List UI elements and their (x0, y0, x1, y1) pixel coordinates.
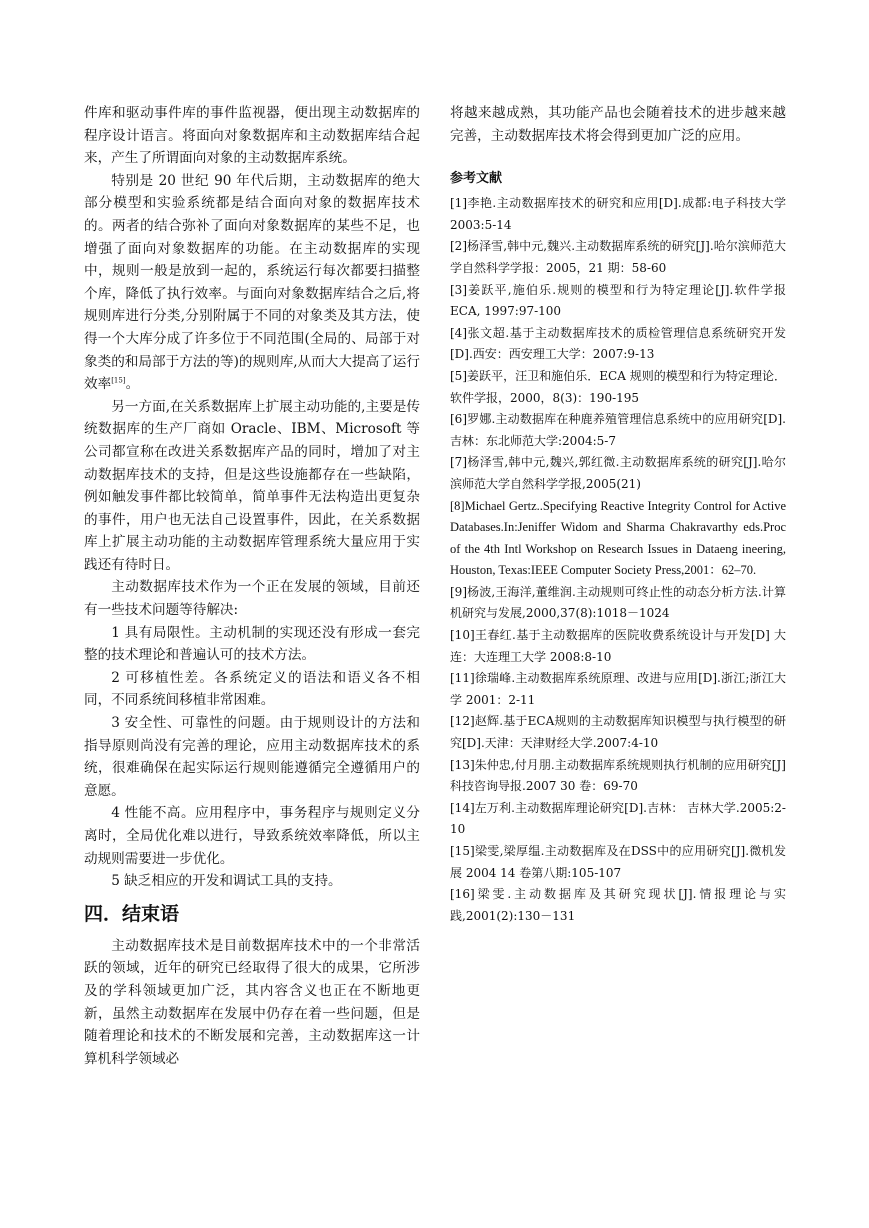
paragraph-4: 主动数据库技术作为一个正在发展的领域，目前还有一些技术问题等待解决: (84, 579, 420, 619)
paragraph-2-text: 特别是 20 世纪 90 年代后期，主动数据库的绝大部分模型和实验系统都是结合面向对象的数据库技术的。两者的结合弥补了面向对象数据库的某些不足，也增强了面向对象数据库的功能。在主动数据库的实现中，规则一般是放到一起的，系统运行每次都要扫描整个库，降低了执行效率。与面向对象数据库结合之后,将规则库进行分类,分别附属于不同的对象类及其方法，使得一个大库分成了许多位于不同范围(全局的、局部于对象类的和局部于方法的等)的规则库,从而大大提高了运行效率 (84, 172, 420, 393)
paragraph-1: 件库和驱动事件库的事件监视器，便出现主动数据库的程序设计语言。将面向对象数据库和主动数据库结合起来，产生了所谓面向对象的主动数据库系统。 (84, 105, 420, 167)
list-item-4: 4 性能不高。应用程序中，事务程序与规则定义分离时，全局优化难以进行，导致系统效率降低，所以主动规则需要进一步优化。 (84, 805, 420, 867)
reference-item: [15]梁雯,梁厚缊.主动数据库及在DSS中的应用研究[J].微机发展 2004 14 卷第八期:105-107 (450, 844, 786, 880)
reference-item: [7]杨泽雪,韩中元,魏兴,郭红微.主动数据库系统的研究[J].哈尔滨师范大学自然科学学报,2005(21) (450, 455, 786, 491)
reference-item: [16]梁雯.主动数据库及其研究现状[J].情报理论与实践,2001(2):130－131 (450, 887, 786, 923)
left-column (84, 102, 420, 1070)
list-item-1: 1 具有局限性。主动机制的实现还没有形成一套完整的技术理论和普遍认可的技术方法。 (84, 624, 420, 664)
list-item-5: 5 缺乏相应的开发和调试工具的支持。 (111, 873, 342, 890)
reference-item: [11]徐瑞峰.主动数据库系统原理、改进与应用[D].浙江;浙江大学 2001：2-11 (450, 671, 786, 707)
paragraph-3: 另一方面,在关系数据库上扩展主动功能的,主要是传统数据库的生产厂商如 Oracle、IBM、Microsoft 等公司都宣称在改进关系数据库产品的同时，增加了对主动数据库技术的支持，但是这些设施都存在一些缺陷，例如触发事件都比较简单，简单事件无法构造出更复杂的事件，用户也无法自己设置事件，因此，在关系数据库上扩展主动功能的主动数据库管理系统大量应用于实践还有待时日。 (84, 398, 420, 573)
citation-15: [15] (111, 376, 126, 385)
reference-item: [9]杨波,王海洋,董维润.主动规则可终止性的动态分析方法.计算机研究与发展,2000,37(8):1018－1024 (450, 584, 786, 621)
reference-item: [13]朱仲忠,付月朋.主动数据库系统规则执行机制的应用研究[J]科技咨询导报.2007 30 卷：69-70 (450, 757, 786, 794)
references-list (450, 193, 786, 927)
right-column (450, 102, 786, 927)
list-item-2: 2 可移植性差。各系统定义的语法和语义各不相同，不同系统间移植非常困难。 (84, 669, 420, 709)
paragraph-2-end: 。 (125, 376, 140, 393)
reference-item: [2]杨泽雪,韩中元,魏兴.主动数据库系统的研究[J].哈尔滨师范大学自然科学学报：2005，21 期：58-60 (450, 239, 786, 275)
section-title: 四．结束语 (84, 902, 180, 925)
paragraph-2 (84, 170, 420, 396)
reference-item: [4]张文超.基于主动数据库技术的质检管理信息系统研究开发[D].西安：西安理工大学：2007:9-13 (450, 325, 786, 362)
reference-item: [8]Michael Gertz..Specifying Reactive Integrity Control for Active Databases.In:Jeniffer Widom and Sharma Chakravarthy eds.Proc of the 4th Intl Workshop on Research Issues in Dataeng ineering, Houston, Texas:IEEE Computer Society Press,2001：62–70. (450, 498, 786, 578)
reference-item: [12]赵辉.基于ECA规则的主动数据库知识模型与执行模型的研究[D].天津：天津财经大学.2007:4-10 (450, 714, 786, 751)
references-title: 参考文献 (450, 171, 503, 187)
reference-item: [3]姜跃平,施伯乐.规则的模型和行为特定理论[J].软件学报 ECA, 1997:97-100 (450, 282, 786, 319)
paragraph-continued: 将越来越成熟，其功能产品也会随着技术的进步越来越完善，主动数据库技术将会得到更加广泛的应用。 (450, 105, 786, 144)
list-item-3: 3 安全性、可靠性的问题。由于规则设计的方法和指导原则尚没有完善的理论，应用主动数据库技术的系统，很难确保在起实际运行规则能遵循完全遵循用户的意愿。 (84, 715, 420, 799)
reference-item: [5]姜跃平，汪卫和施伯乐．ECA 规则的模型和行为特定理论．软件学报，2000，8(3)：190-195 (450, 368, 786, 405)
paragraph-5: 主动数据库技术是目前数据库技术中的一个非常活跃的领域，近年的研究已经取得了很大的成果，它所涉及的学科领域更加广泛，其内容含义也正在不断地更新，虽然主动数据库在发展中仍存在着一些问题，但是随着理论和技术的不断发展和完善，主动数据库这一计算机科学领域必 (84, 937, 420, 1067)
reference-item: [10]王春红.基于主动数据库的医院收费系统设计与开发[D] 大连：大连理工大学 2008:8-10 (450, 628, 786, 664)
reference-item: [6]罗娜.主动数据库在种鹿养殖管理信息系统中的应用研究[D].吉林：东北师范大学:2004:5-7 (450, 412, 786, 448)
reference-item: [1]李艳.主动数据库技术的研究和应用[D].成都:电子科技大学 2003:5-14 (450, 196, 786, 232)
reference-item: [14]左万利.主动数据库理论研究[D].吉林： 吉林大学.2005:2-10 (450, 800, 786, 837)
